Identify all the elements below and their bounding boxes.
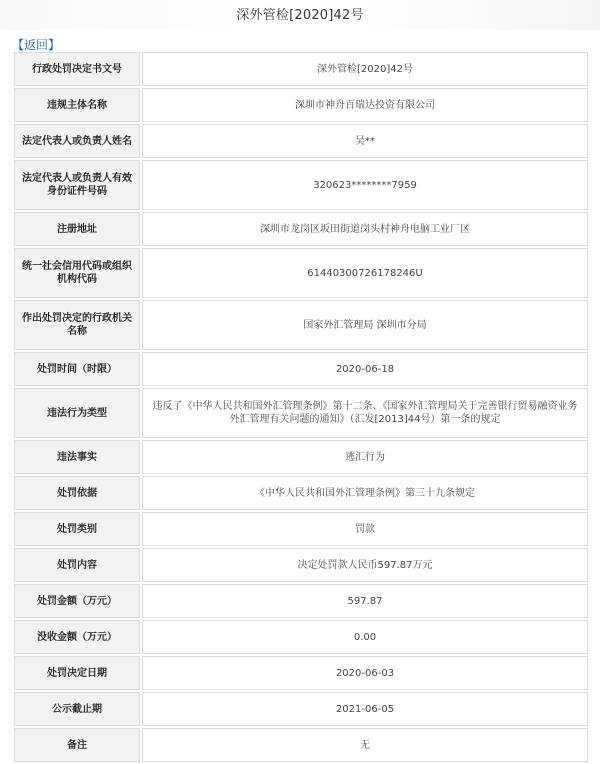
row-value: 逃汇行为	[142, 440, 588, 474]
penalty-info-table	[12, 50, 590, 764]
row-label: 处罚内容	[14, 548, 140, 582]
table-row	[14, 440, 588, 474]
row-label: 处罚金额（万元）	[14, 584, 140, 618]
row-label: 法定代表人或负责人姓名	[14, 124, 140, 158]
page-title: 深外管检[2020]42号	[236, 8, 364, 23]
table-row	[14, 124, 588, 158]
table-row	[14, 248, 588, 298]
row-label: 行政处罚决定书文号	[14, 52, 140, 86]
table-row	[14, 352, 588, 386]
row-value: 2020-06-18	[142, 352, 588, 386]
row-label: 处罚决定日期	[14, 656, 140, 690]
table-row	[14, 88, 588, 122]
row-label: 违法行为类型	[14, 388, 140, 438]
row-label: 法定代表人或负责人有效身份证件号码	[14, 160, 140, 210]
row-label: 处罚时间（时限）	[14, 352, 140, 386]
row-value: 61440300726178246U	[142, 248, 588, 298]
row-value: 《中华人民共和国外汇管理条例》第三十九条规定	[142, 476, 588, 510]
table-row	[14, 476, 588, 510]
row-value: 决定处罚款人民币597.87万元	[142, 548, 588, 582]
row-value: 深圳市龙岗区坂田街道岗头村神舟电脑工业厂区	[142, 212, 588, 246]
table-row	[14, 728, 588, 762]
row-value: 吴**	[142, 124, 588, 158]
table-row	[14, 212, 588, 246]
row-value: 0.00	[142, 620, 588, 654]
row-value: 2020-06-03	[142, 656, 588, 690]
row-label: 备注	[14, 728, 140, 762]
table-row	[14, 512, 588, 546]
table-row	[14, 584, 588, 618]
row-value: 597.87	[142, 584, 588, 618]
row-value: 无	[142, 728, 588, 762]
row-value: 320623********7959	[142, 160, 588, 210]
row-label: 没收金额（万元）	[14, 620, 140, 654]
row-value: 深外管检[2020]42号	[142, 52, 588, 86]
row-label: 注册地址	[14, 212, 140, 246]
table-row	[14, 52, 588, 86]
row-label: 处罚依据	[14, 476, 140, 510]
table-row	[14, 160, 588, 210]
row-label: 违法事实	[14, 440, 140, 474]
row-value: 国家外汇管理局 深圳市分局	[142, 300, 588, 350]
row-label: 作出处罚决定的行政机关名称	[14, 300, 140, 350]
row-value: 违反了《中华人民共和国外汇管理条例》第十二条、《国家外汇管理局关于完善银行贸易融资业务外汇管理有关问题的通知》（汇发[2013]44号）第一条的规定	[142, 388, 588, 438]
table-row	[14, 300, 588, 350]
table-row	[14, 388, 588, 438]
back-link[interactable]: 【返回】	[12, 38, 61, 52]
row-label: 处罚类别	[14, 512, 140, 546]
table-row	[14, 548, 588, 582]
table-row	[14, 692, 588, 726]
row-value: 深圳市神舟百瑞达投资有限公司	[142, 88, 588, 122]
table-row	[14, 620, 588, 654]
row-value: 罚款	[142, 512, 588, 546]
row-value: 2021-06-05	[142, 692, 588, 726]
row-label: 统一社会信用代码或组织机构代码	[14, 248, 140, 298]
table-row	[14, 656, 588, 690]
row-label: 违规主体名称	[14, 88, 140, 122]
row-label: 公示截止期	[14, 692, 140, 726]
